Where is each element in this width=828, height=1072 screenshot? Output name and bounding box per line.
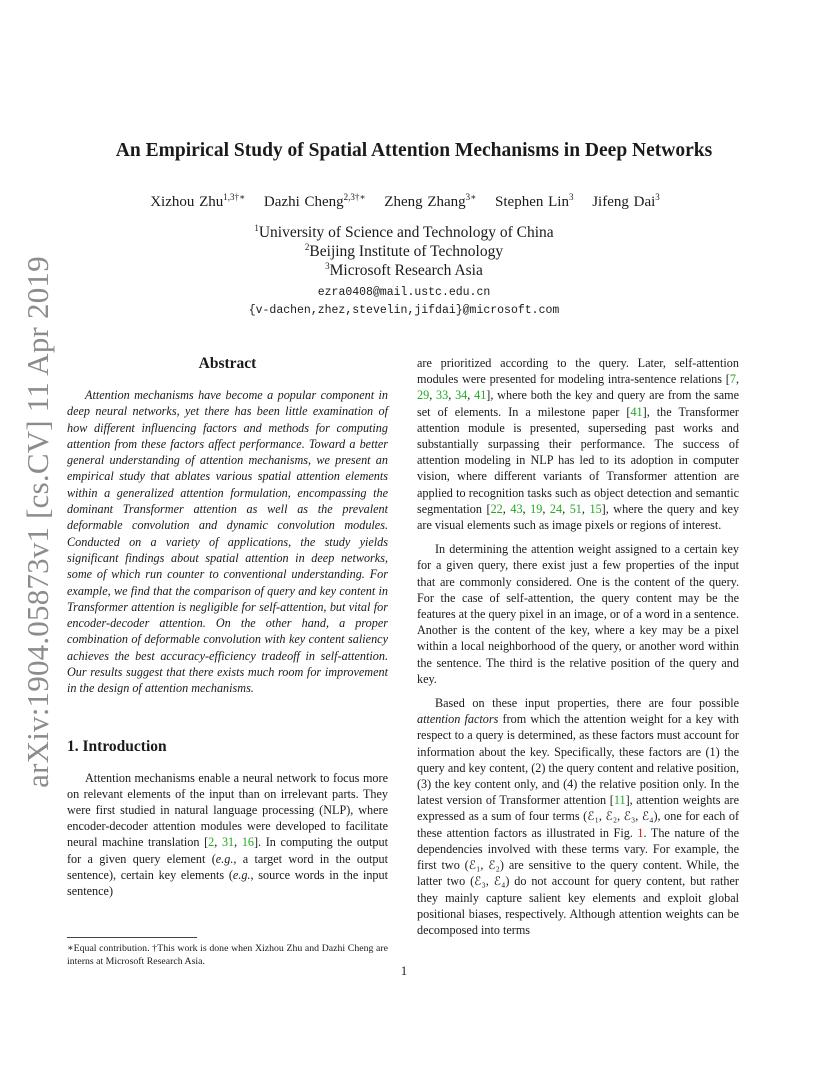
page-number: 1 (400, 964, 408, 978)
citation-link[interactable]: 51 (569, 501, 582, 516)
arxiv-stamp: arXiv:1904.05873v1 [cs.CV] 11 Apr 2019 (20, 256, 55, 788)
footnote-rule (67, 937, 197, 938)
citation-link[interactable]: 24 (549, 501, 563, 516)
citation-link[interactable]: 34 (455, 388, 468, 403)
citation-link[interactable]: 11 (613, 793, 626, 808)
affiliation: $^3$Microsoft Research Asia (325, 261, 483, 279)
abstract-heading: Abstract (198, 355, 257, 372)
citation-link[interactable]: 22 (490, 501, 503, 516)
affiliation: $^1$University of Science and Technology of China (254, 223, 554, 241)
citation-link[interactable]: 19 (530, 501, 543, 516)
citation-link[interactable]: 43 (510, 501, 523, 516)
footnote-text: ∗Equal contribution. †This work is done when Xizhou Zhu and Dazhi Cheng are interns at Microsoft Research Asia. (67, 943, 388, 967)
figure-link[interactable]: 1 (637, 825, 644, 840)
email-address[interactable]: ezra0408@mail.ustc.edu.cn (317, 286, 491, 299)
body-paragraph: In determining the attention weight assigned to a certain key for a given query, there exist just a few properties of the input that are commonly considered. One is the content of the query. For the case of self-attention, the query content may be the features at the query pixel in an image, or of a word in a sentence. Another is the content of the key, where a key may be a pixel within a local neighborhood of the query, or another word within the sentence. The third is the relative position of the query and key. (417, 542, 739, 686)
email-address[interactable]: {v-dachen,zhez,stevelin,jifdai}@microsoft.com (248, 304, 560, 317)
citation-link[interactable]: 41 (474, 388, 487, 403)
author-list (0, 194, 810, 211)
author: Xizhou Zhu$^{1,3\dagger∗}$ (150, 192, 246, 210)
author: Dazhi Cheng$^{2,3\dagger∗}$ (263, 192, 366, 210)
right-column (417, 355, 739, 938)
body-paragraph: Based on these input properties, there are four possible attention factors from which the attention weight for a key with respect to a query is determined, as these factors must account for information about the key. Specifically, these factors are (1) the query and key content, (2) the query content and relative position, (3) the key content only, and (4) the relative position only. In the latest version of Transformer attention [11], attention weights are expressed as a sum of four terms (ℰ₁, ℰ₂, ℰ₃, ℰ₄), one for each of these attention factors as illustrated in Fig. 1. The nature of the dependencies involved with these terms vary. For example, the first two (ℰ₁, ℰ₂) are sensitive to the query content. While, the latter two (ℰ₃, ℰ₄) do not account for query content, but rather they mainly capture salient key elements and exploit global positional biases, respectively. Although attention weights can be decomposed into terms (417, 696, 740, 937)
body-paragraph: are prioritized according to the query. Later, self-attention modules were presented for modeling intra-sentence relations [7, 29, 33, 34, 41], where both the key and query are from the same set of elements. In a milestone paper [41], the Transformer attention module is presented, superseding past works and substantially surpassing their performance. The success of attention modeling in NLP has led to its adoption in computer vision, where different variants of Transformer attention are applied to recognition tasks such as object detection and semantic segmentation [22, 43, 19, 24, 51, 15], where the query and key are visual elements such as image pixels or regions of interest. (417, 356, 740, 533)
paper-title: An Empirical Study of Spatial Attention Mechanisms in Deep Networks (115, 140, 713, 161)
citation-link[interactable]: 2 (208, 835, 215, 850)
citation-link[interactable]: 31 (221, 835, 235, 850)
affiliation: $^2$Beijing Institute of Technology (304, 242, 504, 260)
citation-link[interactable]: 15 (589, 501, 602, 516)
citation-link[interactable]: 7 (729, 372, 736, 387)
citation-link[interactable]: 29 (417, 388, 430, 403)
citation-link[interactable]: 33 (436, 388, 449, 403)
section-heading: 1. Introduction (67, 737, 167, 755)
author: Stephen Lin$^3$ (495, 192, 574, 210)
author: Jifeng Dai$^3$ (592, 192, 660, 210)
intro-paragraph: Attention mechanisms enable a neural network to focus more on relevant elements of the input than on irrelevant parts. They were first studied in natural language processing (NLP), where encoder-decoder attention modules were developed to facilitate neural machine translation [2, 31, 16]. In computing the output for a given query element (e.g., a target word in the output sentence), certain key elements (e.g., source words in the input sentence) (67, 770, 389, 899)
citation-link[interactable]: 41 (630, 404, 643, 419)
abstract-text: Attention mechanisms have become a popular component in deep neural networks, yet there has been little examination of how different influencing factors and methods for computing attention from these factors affect performance. Toward a better general understanding of attention mechanisms, we present an empirical study that ablates various spatial attention elements within a generalized attention formulation, encompassing the dominant Transformer attention as well as the prevalent deformable convolution and dynamic convolution modules. Conducted on a variety of applications, the study yields significant findings about spatial attention in deep networks, some of which run counter to conventional understanding. For example, we find that the comparison of query and key content in Transformer attention is negligible for self-attention, but vital for encoder-decoder attention. On the other hand, a proper combination of deformable convolution with key content saliency achieves the best accuracy-efficiency tradeoff in self-attention. Our results suggest that there exists much room for improvement in the design of attention mechanisms. (67, 388, 388, 696)
author: Zheng Zhang$^{3∗}$ (384, 192, 477, 210)
citation-link[interactable]: 16 (241, 835, 254, 850)
left-column (67, 355, 388, 899)
